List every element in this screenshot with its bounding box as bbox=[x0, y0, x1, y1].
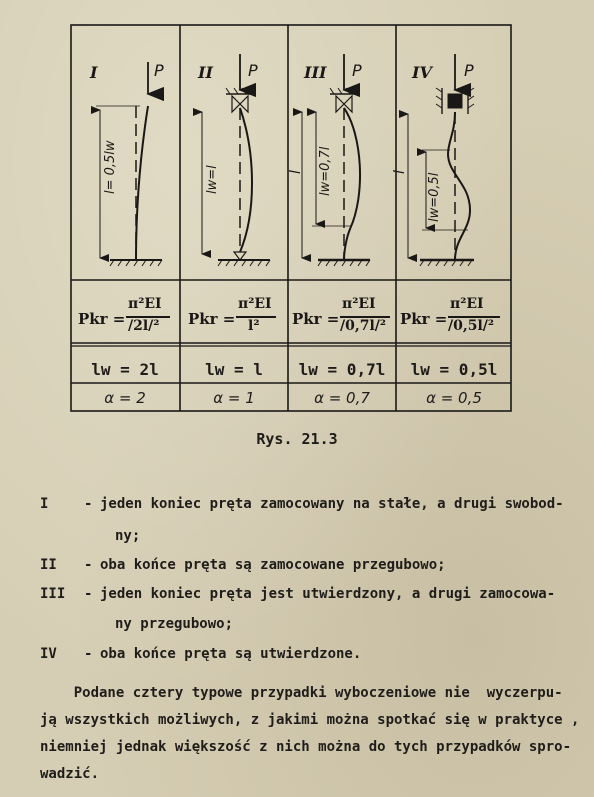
figure-caption: Rys. 21.3 bbox=[256, 430, 338, 448]
case-3-formula-lhs: Pkr bbox=[292, 310, 322, 328]
legend-item-3-label: III bbox=[40, 586, 66, 602]
case-2-formula-lhs: Pkr bbox=[188, 310, 218, 328]
figure-drawing bbox=[70, 24, 512, 414]
case-4-force-label: P bbox=[464, 61, 474, 80]
paragraph-line-3: niemniej jednak większość z nich można do tych przypadków spro- bbox=[40, 739, 572, 755]
case-3-formula-den: /0,7l/² bbox=[340, 318, 387, 334]
legend-item-3-line1: jeden koniec pręta jest utwierdzony, a drugi zamocowa- bbox=[100, 586, 556, 602]
case-3-lw: lw = 0,7l bbox=[298, 360, 386, 379]
case-2-dim-label: lw=l bbox=[205, 165, 220, 194]
case-1-alpha: α = 2 bbox=[104, 389, 146, 407]
case-3-drawing bbox=[302, 54, 370, 266]
case-1-lw: lw = 2l bbox=[91, 360, 159, 379]
case-1-formula-den: /2l/² bbox=[128, 318, 160, 334]
case-1-formula-lhs: Pkr bbox=[78, 310, 108, 328]
legend-item-4-label: IV bbox=[40, 646, 57, 662]
case-4-dim-label: lw=0,5l bbox=[427, 172, 442, 222]
case-4-alpha: α = 0,5 bbox=[426, 389, 482, 407]
body-paragraph bbox=[40, 680, 585, 788]
case-4-lw: lw = 0,5l bbox=[410, 360, 498, 379]
case-4-formula-num: π²EI bbox=[450, 296, 484, 312]
case-3-roman: III bbox=[304, 63, 327, 82]
case-2-alpha: α = 1 bbox=[213, 389, 255, 407]
case-4-drawing bbox=[408, 54, 474, 266]
case-4-dim-label-left: l bbox=[392, 170, 408, 174]
case-2-drawing bbox=[202, 54, 270, 266]
paragraph-line-4: wadzić. bbox=[40, 766, 100, 782]
paragraph-line-2: ją wszystkich możliwych, z jakimi można spotkać się w praktyce , bbox=[40, 712, 580, 728]
legend-item-3-line2: ny przegubowo; bbox=[115, 616, 234, 632]
legend-item-2-label: II bbox=[40, 557, 57, 573]
case-2-formula-num: π²EI bbox=[238, 296, 272, 312]
case-1-force-label: P bbox=[154, 61, 164, 80]
case-2-lw: lw = l bbox=[205, 360, 263, 379]
case-4-roman: IV bbox=[412, 63, 432, 82]
legend-item-4: IV - oba końce pręta są utwierdzone. bbox=[40, 646, 580, 666]
case-1-dim-label: l= 0,5lw bbox=[103, 140, 118, 194]
case-2-roman: II bbox=[198, 63, 213, 82]
case-1-roman: I bbox=[90, 63, 98, 82]
buckling-cases-figure: I II III IV P P P P l= 0,5lw lw=l lw=0,7l l lw=0,5l l Pkr = π²EI /2l/² Pkr = π²EI l² Pkr = π²EI /0,7l/² Pkr = π²EI /0,5l/² lw = 2l lw = l lw = 0,7l lw = 0,5l α = 2 α = 1 α = 0,7 α = 0,5 bbox=[70, 24, 512, 414]
legend-item-4-line1: oba końce pręta są utwierdzone. bbox=[100, 646, 362, 662]
paragraph-line-1: Podane cztery typowe przypadki wyboczeniowe nie wyczerpu- bbox=[40, 685, 563, 701]
legend-item-1-line2: ny; bbox=[115, 528, 141, 544]
legend-item-1: I - jeden koniec pręta zamocowany na stałe, a drugi swobod- ny; bbox=[40, 496, 580, 550]
legend-item-2: II - oba końce pręta są zamocowane przegubowo; bbox=[40, 557, 580, 577]
case-3-force-label: P bbox=[352, 61, 362, 80]
case-1-formula-num: π²EI bbox=[128, 296, 162, 312]
legend-item-2-line1: oba końce pręta są zamocowane przegubowo; bbox=[100, 557, 446, 573]
case-3-dim-label-left: l bbox=[288, 170, 304, 174]
case-3-dim-label: lw=0,7l bbox=[318, 146, 333, 196]
legend-item-3: III - jeden koniec pręta jest utwierdzony, a drugi zamocowa- ny przegubowo; bbox=[40, 586, 580, 640]
case-3-formula-num: π²EI bbox=[342, 296, 376, 312]
case-4-formula-lhs: Pkr bbox=[400, 310, 430, 328]
case-3-alpha: α = 0,7 bbox=[314, 389, 370, 407]
case-2-force-label: P bbox=[248, 61, 258, 80]
legend-item-1-label: I bbox=[40, 496, 49, 512]
case-2-formula-den: l² bbox=[248, 318, 260, 334]
legend-item-1-line1: jeden koniec pręta zamocowany na stałe, a drugi swobod- bbox=[100, 496, 564, 512]
case-4-formula-den: /0,5l/² bbox=[448, 318, 495, 334]
